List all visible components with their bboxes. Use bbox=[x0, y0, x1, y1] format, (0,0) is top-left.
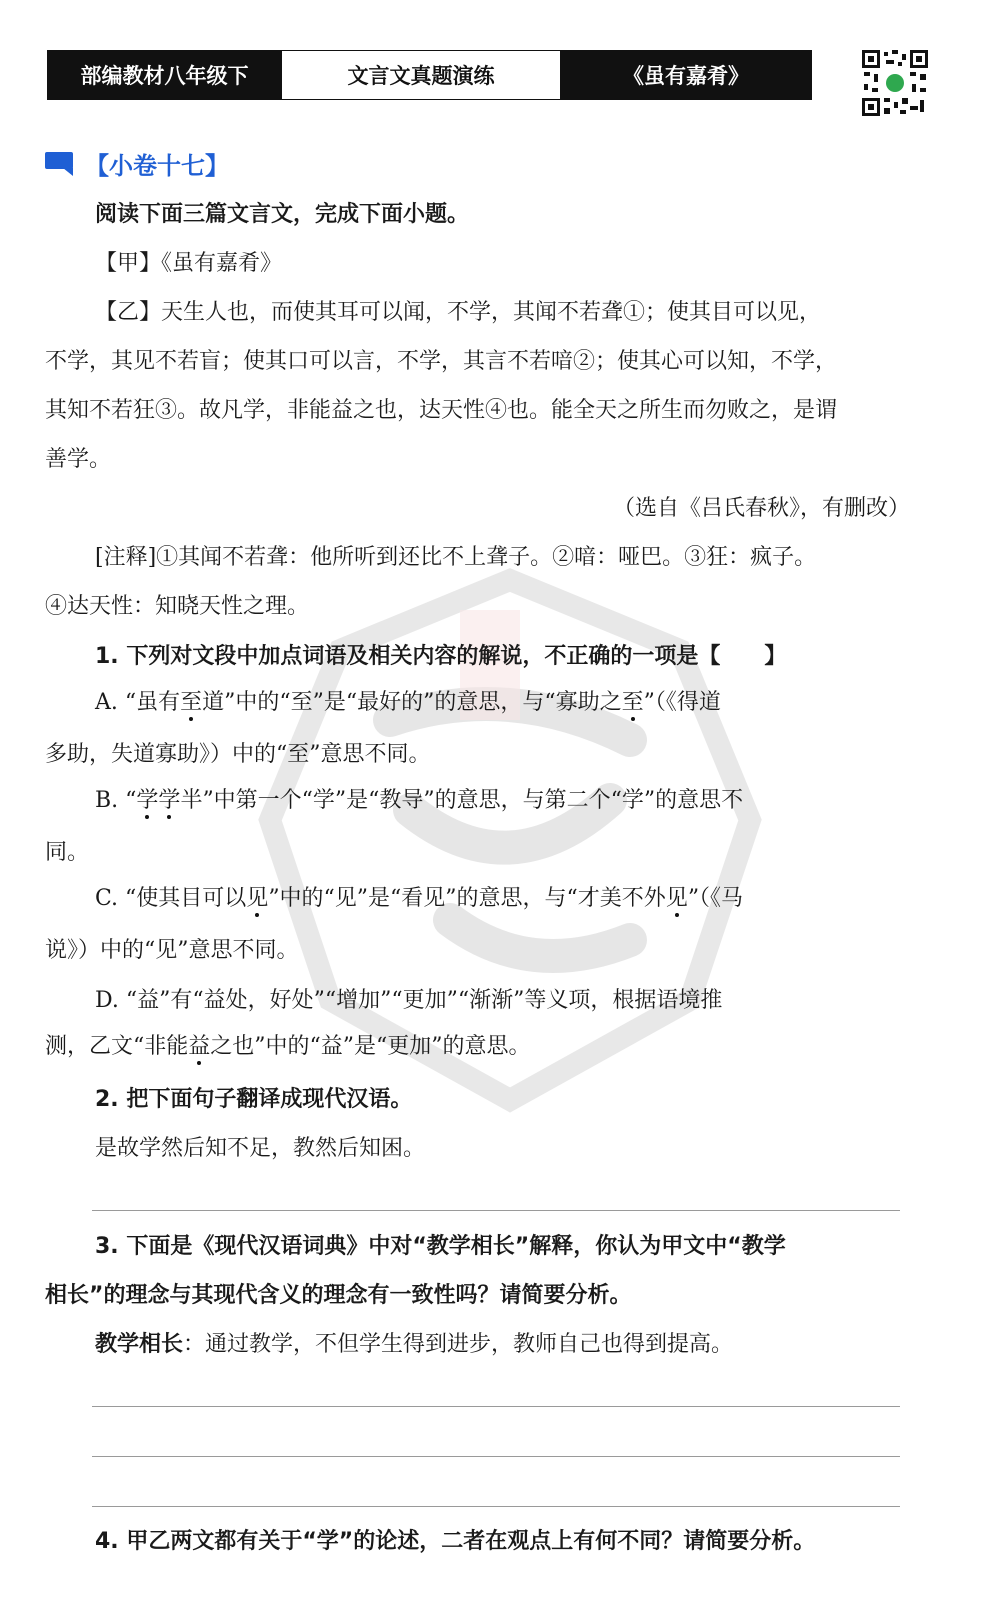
answer-line[interactable] bbox=[92, 1406, 900, 1407]
question-3-definition bbox=[95, 1330, 925, 1360]
header-grade: 部编教材八年级下 bbox=[48, 51, 281, 99]
question-3-stem-cont: 相长”的理念与其现代含义的理念有一致性吗？请简要分析。 bbox=[45, 1283, 632, 1308]
option-text: C. “使其目可以 bbox=[95, 886, 247, 911]
option-c bbox=[95, 884, 925, 914]
option-text: ”（《马 bbox=[687, 886, 744, 911]
option-text: ”（《得道 bbox=[643, 690, 721, 715]
emphasized-char: 学 bbox=[136, 788, 159, 813]
option-b-cont: 同。 bbox=[45, 840, 90, 865]
option-a-cont: 多助，失道寡助》）中的“至”意思不同。 bbox=[45, 742, 431, 767]
text-jia-title: 【甲】《虽有嘉肴》 bbox=[95, 251, 283, 276]
option-text: 半”中第一个“学”是“教导”的意思，与第二个“学”的意思不 bbox=[180, 788, 744, 813]
passage-yi-line: 不学，其见不若盲；使其口可以言，不学，其言不若喑②；使其心可以知，不学， bbox=[45, 349, 838, 374]
question-4-stem: 4. 甲乙两文都有关于“学”的论述，二者在观点上有何不同？请简要分析。 bbox=[95, 1529, 816, 1554]
option-text: 道”中的“至”是“最好的”的意思，与“寡助之 bbox=[202, 690, 622, 715]
option-d-cont bbox=[45, 1032, 925, 1062]
header-category: 文言文真题演练 bbox=[281, 51, 561, 99]
passage-yi-line: 善学。 bbox=[45, 447, 112, 472]
question-2-stem: 2. 把下面句子翻译成现代汉语。 bbox=[95, 1087, 413, 1112]
answer-line[interactable] bbox=[92, 1210, 900, 1211]
emphasized-char: 至 bbox=[621, 690, 644, 715]
answer-line[interactable] bbox=[92, 1456, 900, 1457]
answer-line[interactable] bbox=[92, 1506, 900, 1507]
passage-source: （选自《吕氏春秋》，有删改） bbox=[612, 496, 910, 521]
instruction: 阅读下面三篇文言文，完成下面小题。 bbox=[95, 202, 470, 227]
section-heading bbox=[45, 146, 229, 181]
qr-code-icon bbox=[862, 50, 928, 116]
option-c-cont: 说》）中的“见”意思不同。 bbox=[45, 938, 299, 963]
option-b bbox=[95, 786, 925, 816]
emphasized-char: 学 bbox=[158, 788, 181, 813]
notes-line: [注释]①其闻不若聋：他所听到还比不上聋子。②喑：哑巴。③狂：疯子。 bbox=[95, 545, 817, 570]
option-text: ”中的“见”是“看见”的意思，与“才美不外 bbox=[268, 886, 666, 911]
option-d: D. “益”有“益处，好处”“增加”“更加”“渐渐”等义项，根据语境推 bbox=[95, 988, 723, 1013]
definition-text: ：通过教学，不但学生得到进步，教师自己也得到提高。 bbox=[183, 1332, 734, 1357]
section-title: 【小卷十七】 bbox=[85, 152, 229, 180]
chat-bubble-icon bbox=[45, 152, 73, 176]
option-text: 之也”中的“益”是“更加”的意思。 bbox=[210, 1034, 531, 1059]
definition-term: 教学相长 bbox=[95, 1332, 184, 1357]
emphasized-char: 见 bbox=[246, 886, 269, 911]
header-lesson: 《虽有嘉肴》 bbox=[561, 51, 811, 99]
option-text: A. “虽有 bbox=[95, 690, 181, 715]
question-1-stem: 1. 下列对文段中加点词语及相关内容的解说，不正确的一项是【 】 bbox=[95, 644, 787, 669]
question-3-stem: 3. 下面是《现代汉语词典》中对“教学相长”解释，你认为甲文中“教学 bbox=[95, 1234, 786, 1259]
header-bar bbox=[47, 50, 812, 100]
passage-yi-line: 其知不若狂③。故凡学，非能益之也，达天性④也。能全天之所生而勿败之，是谓 bbox=[45, 398, 838, 423]
option-text: B. “ bbox=[95, 788, 137, 813]
emphasized-char: 益 bbox=[188, 1034, 211, 1059]
question-2-sentence: 是故学然后知不足，教然后知困。 bbox=[95, 1136, 426, 1161]
passage-yi-line: 【乙】天生人也，而使其耳可以闻，不学，其闻不若聋①；使其目可以见， bbox=[95, 300, 822, 325]
notes-line: ④达天性：知晓天性之理。 bbox=[45, 594, 310, 619]
emphasized-char: 见 bbox=[665, 886, 688, 911]
option-text: 测，乙文“非能 bbox=[45, 1034, 189, 1059]
option-a bbox=[95, 688, 925, 718]
emphasized-char: 至 bbox=[180, 690, 203, 715]
